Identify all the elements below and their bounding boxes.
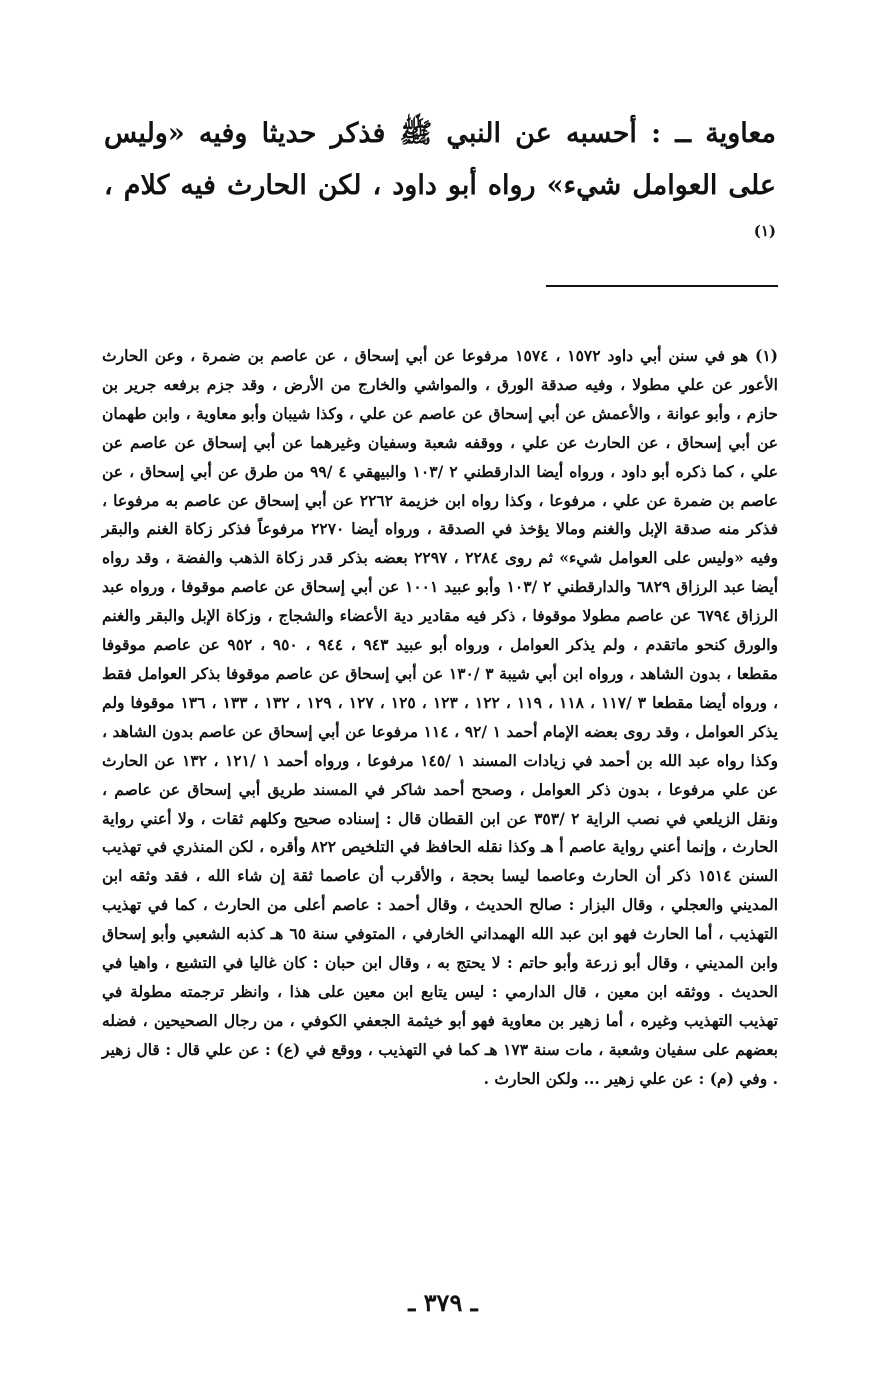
main-paragraph [104, 108, 776, 264]
main-text-body: معاوية ــ : أحسبه عن النبي ﷺ فذكر حديثا وفيه «وليس على العوامل شيء» رواه أبو داود ، لكن الحارث فيه كلام ، [104, 118, 776, 201]
footnote-reference: (١) [753, 222, 776, 240]
page-number: ـ ٣٧٩ ـ [408, 1288, 478, 1317]
footnote-1: (١) هو في سنن أبي داود ١٥٧٢ ، ١٥٧٤ مرفوعا عن أبي إسحاق ، عن عاصم بن ضمرة ، وعن الحارث الأعور عن علي مطولا ، وفيه صدقة الورق ، والمواشي والخارج من الأرض ، وقد جزم برفعه جرير بن حازم ، وأبو عوانة ، والأعمش عن أبي إسحاق عن عاصم عن علي ، وكذا شيبان وأبو معاوية ، وابن طهمان عن أبي إسحاق ، عن الحارث عن علي ، ووقفه شعبة وسفيان وغيرهما عن أبي إسحاق عن عاصم عن علي ، كما ذكره أبو داود ، ورواه أيضا الدارقطني ٢ /١٠٣ والبيهقي ٤ /٩٩ من طرق عن أبي إسحاق ، عن عاصم بن ضمرة عن علي ، مرفوعا ، وكذا رواه ابن خزيمة ٢٢٦٢ عن أبي إسحاق عن عاصم به مرفوعا ، فذكر منه صدقة الإبل والغنم ومالا يؤخذ في الصدقة ، ورواه أيضا ٢٢٧٠ مرفوعاً فذكر زكاة الغنم والبقر وفيه «وليس على العوامل شيء» ثم روى ٢٢٨٤ ، ٢٢٩٧ بعضه بذكر قدر زكاة الذهب والفضة ، وقد رواه أيضا عبد الرزاق ٦٨٢٩ والدارقطني ٢ /١٠٣ وأبو عبيد ١٠٠١ عن أبي إسحاق عن عاصم موقوفا ، ورواه عبد الرزاق ٦٧٩٤ عن عاصم مطولا موقوفا ، ذكر فيه مقادير دية الأعضاء والشجاج ، وزكاة الإبل والبقر والغنم والورق كنحو ماتقدم ، ولم يذكر العوامل ، ورواه أبو عبيد ٩٤٣ ، ٩٤٤ ، ٩٥٠ ، ٩٥٢ عن عاصم موقوفا مقطعا ، بدون الشاهد ، ورواه ابن أبي شيبة ٣ /١٣٠ عن أبي إسحاق عن عاصم موقوفا بذكر العوامل فقط ، ورواه أيضا مقطعا ٣ /١١٧ ، ١١٨ ، ١١٩ ، ١٢٢ ، ١٢٣ ، ١٢٥ ، ١٢٧ ، ١٢٩ ، ١٣٢ ، ١٣٣ ، ١٣٦ موقوفا ولم يذكر العوامل ، وقد روى بعضه الإمام أحمد ١ /٩٢ ، ١١٤ مرفوعا عن أبي إسحاق عن عاصم بدون الشاهد ، وكذا رواه عبد الله بن أحمد في زيادات المسند ١ /١٤٥ مرفوعا ، ورواه أحمد ١ /١٢١ ، ١٣٢ عن الحارث عن علي مرفوعا ، بدون ذكر العوامل ، وصحح أحمد شاكر في المسند طريق أبي إسحاق عن عاصم ، ونقل الزيلعي في نصب الراية ٢ /٣٥٣ عن ابن القطان قال : إسناده صحيح وكلهم ثقات ، ولا أعني رواية الحارث ، وإنما أعني رواية عاصم أ هـ وكذا نقله الحافظ في التلخيص ٨٢٢ وأقره ، لكن المنذري في تهذيب السنن ١٥١٤ ذكر أن الحارث وعاصما ليسا بحجة ، والأقرب أن عاصما ثقة إن شاء الله ، فقد وثقه ابن المديني والعجلي ، وقال البزار : صالح الحديث ، وقال أحمد : عاصم أعلى من الحارث ، كما في تهذيب التهذيب ، أما الحارث فهو ابن عبد الله الهمداني الخارفي ، المتوفي سنة ٦٥ هـ كذبه الشعبي وأبو إسحاق وابن المديني ، وقال أبو زرعة وأبو حاتم : لا يحتج به ، وقال ابن حبان : كان غاليا في التشيع ، واهيا في الحديث . ووثقه ابن معين ، قال الدارمي : ليس يتابع ابن معين على هذا ، وانظر ترجمته مطولة في تهذيب التهذيب وغيره ، أما زهير بن معاوية فهو أبو خيثمة الجعفي الكوفي ، من رجال الصحيحين ، فضله بعضهم على سفيان وشعبة ، مات سنة ١٧٣ هـ كما في التهذيب ، ووقع في (ع) : عن علي قال : قال زهير . وفي (م) : عن علي زهير ... ولكن الحارث . [102, 346, 779, 1088]
footnote-section [102, 342, 778, 1094]
footnote-separator [546, 285, 778, 287]
